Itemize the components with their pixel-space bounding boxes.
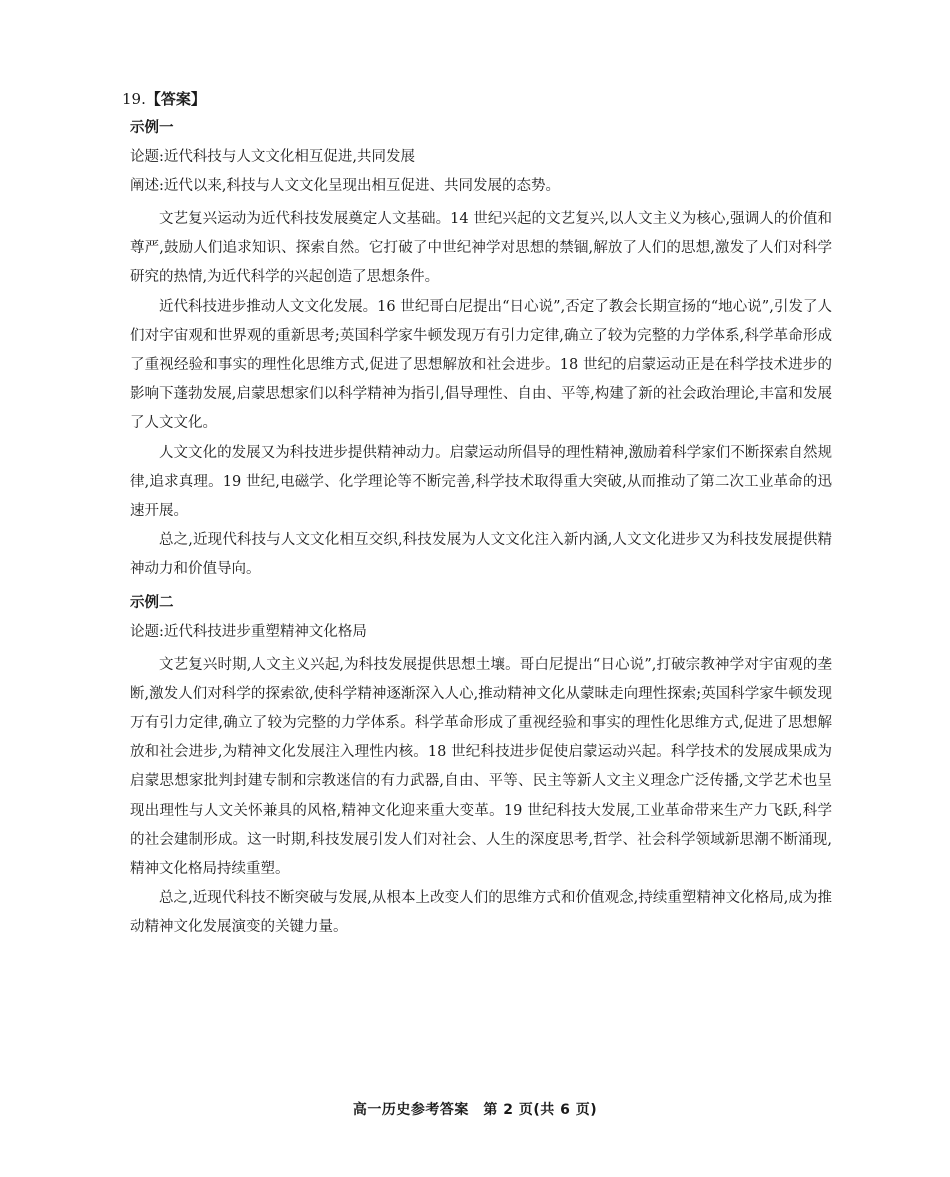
example-one (122, 118, 832, 585)
question-number: 19. (122, 90, 146, 108)
example-one-paragraph: 总之,近现代科技与人文文化相互交织,科技发展为人文文化注入新内涵,人文文化进步又为科技发展提供精神动力和价值导向。 (130, 532, 832, 578)
page-footer: 高一历史参考答案 第 2 页(共 6 页) (352, 1102, 598, 1118)
example-two (122, 593, 832, 943)
question-header (122, 88, 832, 110)
answer-content (122, 88, 832, 943)
example-one-heading: 示例一 (130, 120, 174, 136)
answer-label: 【答案】 (145, 90, 206, 108)
example-one-paragraph: 人文文化的发展又为科技进步提供精神动力。启蒙运动所倡导的理性精神,激励着科学家们不断探索自然规律,追求真理。19 世纪,电磁学、化学理论等不断完善,科学技术取得重大突破,从而推动了第二次工业革命的迅速开展。 (130, 444, 832, 520)
example-one-thesis: 论题:近代科技与人文文化相互促进,共同发展 (130, 149, 415, 165)
example-one-paragraph: 文艺复兴运动为近代科技发展奠定人文基础。14 世纪兴起的文艺复兴,以人文主义为核心,强调人的价值和尊严,鼓励人们追求知识、探索自然。它打破了中世纪神学对思想的禁锢,解放了人们的思想,激发了人们对科学研究的热情,为近代科学的兴起创造了思想条件。 (130, 211, 832, 286)
example-one-intro: 阐述:近代以来,科技与人文文化呈现出相互促进、共同发展的态势。 (130, 178, 560, 194)
example-two-thesis: 论题:近代科技进步重塑精神文化格局 (130, 623, 367, 640)
example-one-paragraph: 近代科技进步推动人文文化发展。16 世纪哥白尼提出“日心说”,否定了教会长期宣扬的“地心说”,引发了人们对宇宙观和世界观的重新思考;英国科学家牛顿发现万有引力定律,确立了较为完整的力学体系,科学革命形成了重视经验和事实的理性化思维方式,促进了思想解放和社会进步。18 世纪的启蒙运动正是在科学技术进步的影响下蓬勃发展,启蒙思想家们以科学精神为指引,倡导理性、自由、平等,构建了新的社会政治理论,丰富和发展了人文文化。 (130, 298, 832, 432)
example-two-paragraph: 总之,近现代科技不断突破与发展,从根本上改变人们的思维方式和价值观念,持续重塑精神文化格局,成为推动精神文化发展演变的关键力量。 (130, 890, 832, 936)
example-two-heading: 示例二 (130, 594, 174, 611)
example-two-paragraph: 文艺复兴时期,人文主义兴起,为科技发展提供思想土壤。哥白尼提出“日心说”,打破宗教神学对宇宙观的垄断,激发人们对科学的探索欲,使科学精神逐渐深入人心,推动精神文化从蒙昧走向理性探索;英国科学家牛顿发现万有引力定律,确立了较为完整的力学体系。科学革命形成了重视经验和事实的理性化思维方式,促进了思想解放和社会进步,为精神文化发展注入理性内核。18 世纪科技进步促使启蒙运动兴起。科学技术的发展成果成为启蒙思想家批判封建专制和宗教迷信的有力武器,自由、平等、民主等新人文主义理念广泛传播,文学艺术也呈现出理性与人文关怀兼具的风格,精神文化迎来重大变革。19 世纪科技大发展,工业革命带来生产力飞跃,科学的社会建制形成。这一时期,科技发展引发人们对社会、人生的深度思考,哲学、社会科学领域新思潮不断涌现,精神文化格局持续重塑。 (130, 656, 832, 878)
